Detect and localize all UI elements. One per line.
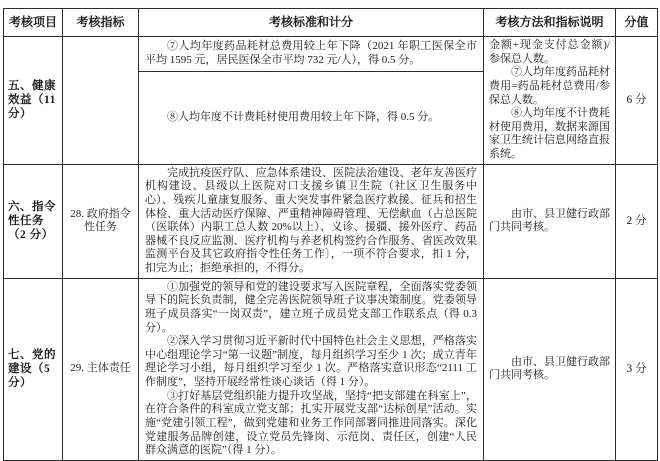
project-health-benefit: 五、健康效益（11 分）: [4, 37, 63, 165]
project-directive-tasks: 六、指令性任务（2 分）: [4, 164, 63, 278]
header-indicator: 考核指标: [63, 9, 139, 37]
table-row: [4, 37, 658, 72]
method-directive-tasks: [484, 164, 616, 278]
indicator-party-building: 29. 主体责任: [63, 278, 139, 460]
indicator-health-benefit: [63, 37, 139, 165]
table-row: [4, 164, 658, 278]
score-party-building: 3 分: [616, 278, 658, 460]
score-directive-tasks: 2 分: [616, 164, 658, 278]
header-standard: 考核标准和计分: [139, 9, 484, 37]
score-health-benefit: 6 分: [616, 37, 658, 165]
header-score: 分值: [616, 9, 658, 37]
standard-item-7: [139, 37, 484, 72]
assessment-table: [3, 8, 658, 461]
standard-text: 完成抗疫医疗队、应急体系建设、医院法治建设、老年友善医疗机构建设、县级以上医院对口支援乡镇卫生院（社区卫生服务中心）、残疾儿童康复服务、重大突发事件紧急医疗救援、征兵和招生体检、重大活动医疗保障、严重精神障碍管理、无偿献血（占总医院（医联体）内职工总人数 20%以上）、义诊、援疆、援外医疗、药品器械不良反应监测、医疗机构与养老机构签约合作服务、省医改效果监测平台及其它政府指令性任务工作〕，一项不符合要求，扣 1 分，扣完为止；拒绝承担的，不得分。: [145, 166, 477, 274]
standard-directive-tasks: [139, 164, 484, 278]
standard-text: ①加强党的领导和党的建设要求写入医院章程，全面落实党委领导下的院长负责制，健全完善医院领导班子议事决策制度。党委领导班子成员落实“一岗双责”，建立班子成员党支部工作联系点（得 0.3 分）。: [145, 280, 477, 334]
method-text: 由市、县卫健行政部门共同考核。: [489, 355, 610, 382]
standard-item-8: [139, 72, 484, 165]
standard-text: ⑦人均年度药品耗材总费用较上年下降（2021 年职工医保全市平均 1595 元，居民医保全市平均 732 元/人），得 0.5 分。: [145, 40, 477, 67]
header-project: 考核项目: [4, 9, 63, 37]
method-text: 由市、县卫健行政部门共同考核。: [489, 207, 610, 234]
header-row: [4, 9, 658, 37]
standard-text: ②深入学习贯彻习近平新时代中国特色社会主义思想，严格落实中心组理论学习“第一议题”制度，每月组织学习至少 1 次；成立青年理论学习小组，每月组织学习至少 1 次。严格落实意识形态“2111 工作制度”，坚持开展经常性谈心谈话（得 1 分）。: [145, 335, 477, 388]
method-party-building: [484, 278, 616, 460]
project-party-building: 七、党的建设（5 分）: [4, 278, 63, 460]
method-health-benefit: [484, 37, 616, 165]
table-row: [4, 278, 658, 460]
header-method: 考核方法和指标说明: [484, 9, 616, 37]
standard-text: ③打好基层党组织能力提升攻坚战，坚持“把支部建在科室上”，在符合条件的科室成立党支部；扎实开展党支部“达标创星”活动。实施“党建引领工程”，做到党建和业务工作同部署同推进同落实。深化党建服务品牌创建，设立党员先锋岗、示范岗、责任区，创建“人民群众满意的医院”（得 1 分）。: [145, 389, 477, 457]
method-text: 金额+现金支付总金额)/参保总人数。: [489, 39, 610, 65]
standard-party-building: [139, 278, 484, 460]
standard-text: ⑧人均年度不计费耗材使用费用较上年下降，得 0.5 分。: [167, 111, 440, 124]
method-text: ⑦人均年度药品耗材费用=药品耗材总费用/参保总人数。: [489, 66, 610, 106]
method-text: ⑧人均年度不计费耗材使用费用，数据来源国家卫生统计信息网络直报系统。: [489, 107, 610, 160]
indicator-directive-tasks: 28. 政府指令性任务: [63, 164, 139, 278]
